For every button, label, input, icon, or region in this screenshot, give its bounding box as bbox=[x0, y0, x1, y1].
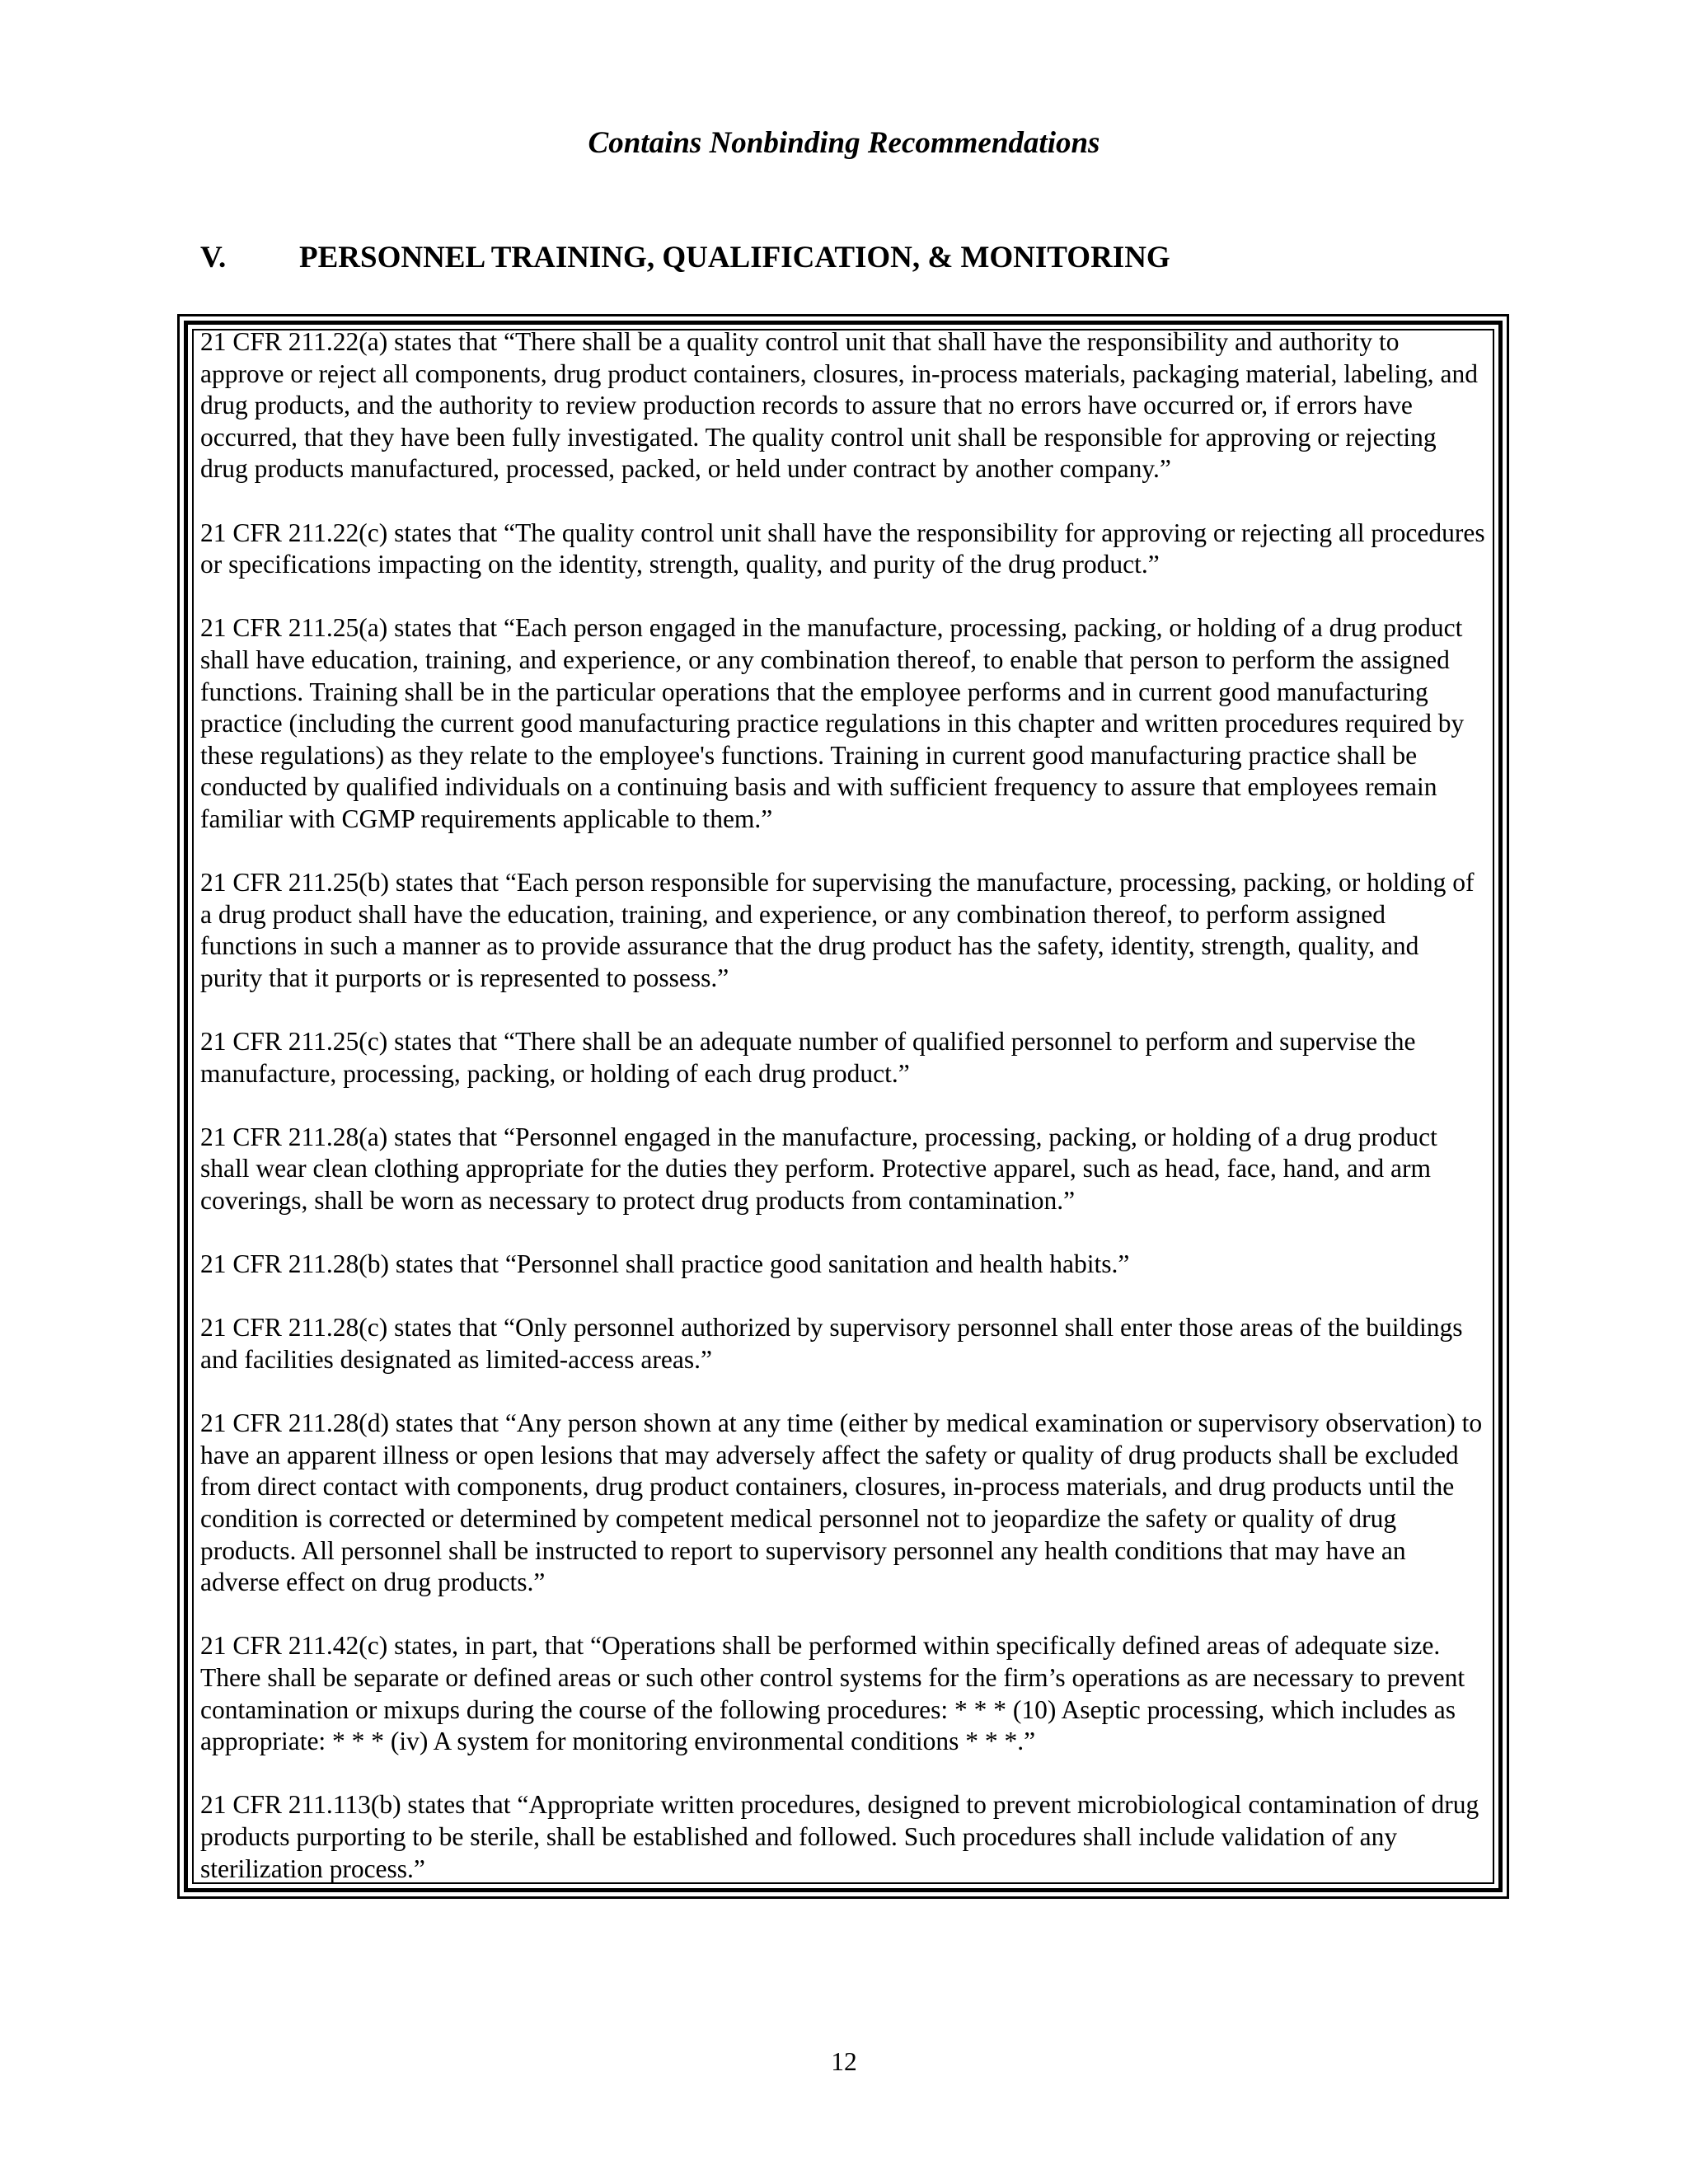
nonbinding-header: Contains Nonbinding Recommendations bbox=[588, 126, 1100, 160]
regulation-211-22c: 21 CFR 211.22(c) states that “The quality control unit shall have the responsibility for approving or rejecting all procedures or specifications impacting on the identity, strength, quality, and purity of the drug product.” bbox=[200, 518, 1485, 579]
regulation-211-28c: 21 CFR 211.28(c) states that “Only personnel authorized by supervisory personnel shall enter those areas of the buildings and facilities designated as limited-access areas.” bbox=[200, 1313, 1463, 1374]
regulation-211-25b: 21 CFR 211.25(b) states that “Each person responsible for supervising the manufacture, processing, packing, or holding of a drug product shall have the education, training, and experience, or any combination thereof, to perform assigned functions in such a manner as to provide assurance that the drug product has the safety, identity, strength, quality, and purity that it purports or is represented to possess.” bbox=[200, 868, 1475, 992]
regulation-211-42c: 21 CFR 211.42(c) states, in part, that “Operations shall be performed within specifically defined areas of adequate size. There shall be separate or defined areas or such other control systems for the firm’s operations as are necessary to prevent contamination or mixups during the course of the following procedures: * * * (10) Aseptic processing, which includes as appropriate: * * * (iv) A system for monitoring environmental conditions * * *.” bbox=[200, 1631, 1465, 1756]
regulation-box bbox=[200, 326, 1486, 1885]
regulation-211-28b: 21 CFR 211.28(b) states that “Personnel shall practice good sanitation and health habits.” bbox=[200, 1249, 1130, 1279]
section-heading bbox=[200, 238, 1170, 278]
regulation-211-22a: 21 CFR 211.22(a) states that “There shall be a quality control unit that shall have the responsibility and authority to approve or reject all components, drug product containers, closures, in-process materials, packaging material, labeling, and drug products, and the authority to review production records to assure that no errors have occurred or, if errors have occurred, that they have been fully investigated. The quality control unit shall be responsible for approving or rejecting drug products manufactured, processed, packed, or held under contract by another company.” bbox=[200, 327, 1478, 484]
page-number: 12 bbox=[831, 2047, 857, 2076]
regulation-211-113b: 21 CFR 211.113(b) states that “Appropriate written procedures, designed to prevent microbiological contamination of drug products purporting to be sterile, shall be established and followed. Such procedures shall include validation of any sterilization process.” bbox=[200, 1790, 1479, 1883]
section-number: V. bbox=[200, 241, 227, 274]
regulation-211-28d: 21 CFR 211.28(d) states that “Any person shown at any time (either by medical examination or supervisory observation) to have an apparent illness or open lesions that may adversely affect the safety or quality of drug products shall be excluded from direct contact with components, drug product containers, closures, in-process materials, and drug products until the condition is corrected or determined by competent medical personnel not to jeopardize the safety or quality of drug products. All personnel shall be instructed to report to supervisory personnel any health conditions that may have an adverse effect on drug products.” bbox=[200, 1408, 1483, 1597]
section-title: PERSONNEL TRAINING, QUALIFICATION, & MONITORING bbox=[299, 241, 1170, 274]
regulation-211-25c: 21 CFR 211.25(c) states that “There shall be an adequate number of qualified personnel to perform and supervise the manufacture, processing, packing, or holding of each drug product.” bbox=[200, 1027, 1416, 1088]
regulation-211-25a: 21 CFR 211.25(a) states that “Each person engaged in the manufacture, processing, packing, or holding of a drug product shall have education, training, and experience, or any combination thereof, to enable that person to perform the assigned functions. Training shall be in the particular operations that the employee performs and in current good manufacturing practice (including the current good manufacturing practice regulations in this chapter and written procedures required by these regulations) as they relate to the employee's functions. Training in current good manufacturing practice shall be conducted by qualified individuals on a continuing basis and with sufficient frequency to assure that employees remain familiar with CGMP requirements applicable to them.” bbox=[200, 613, 1465, 833]
regulation-211-28a: 21 CFR 211.28(a) states that “Personnel engaged in the manufacture, processing, packing, or holding of a drug product shall wear clean clothing appropriate for the duties they perform. Protective apparel, such as head, face, hand, and arm coverings, shall be worn as necessary to protect drug products from contamination.” bbox=[200, 1122, 1437, 1216]
